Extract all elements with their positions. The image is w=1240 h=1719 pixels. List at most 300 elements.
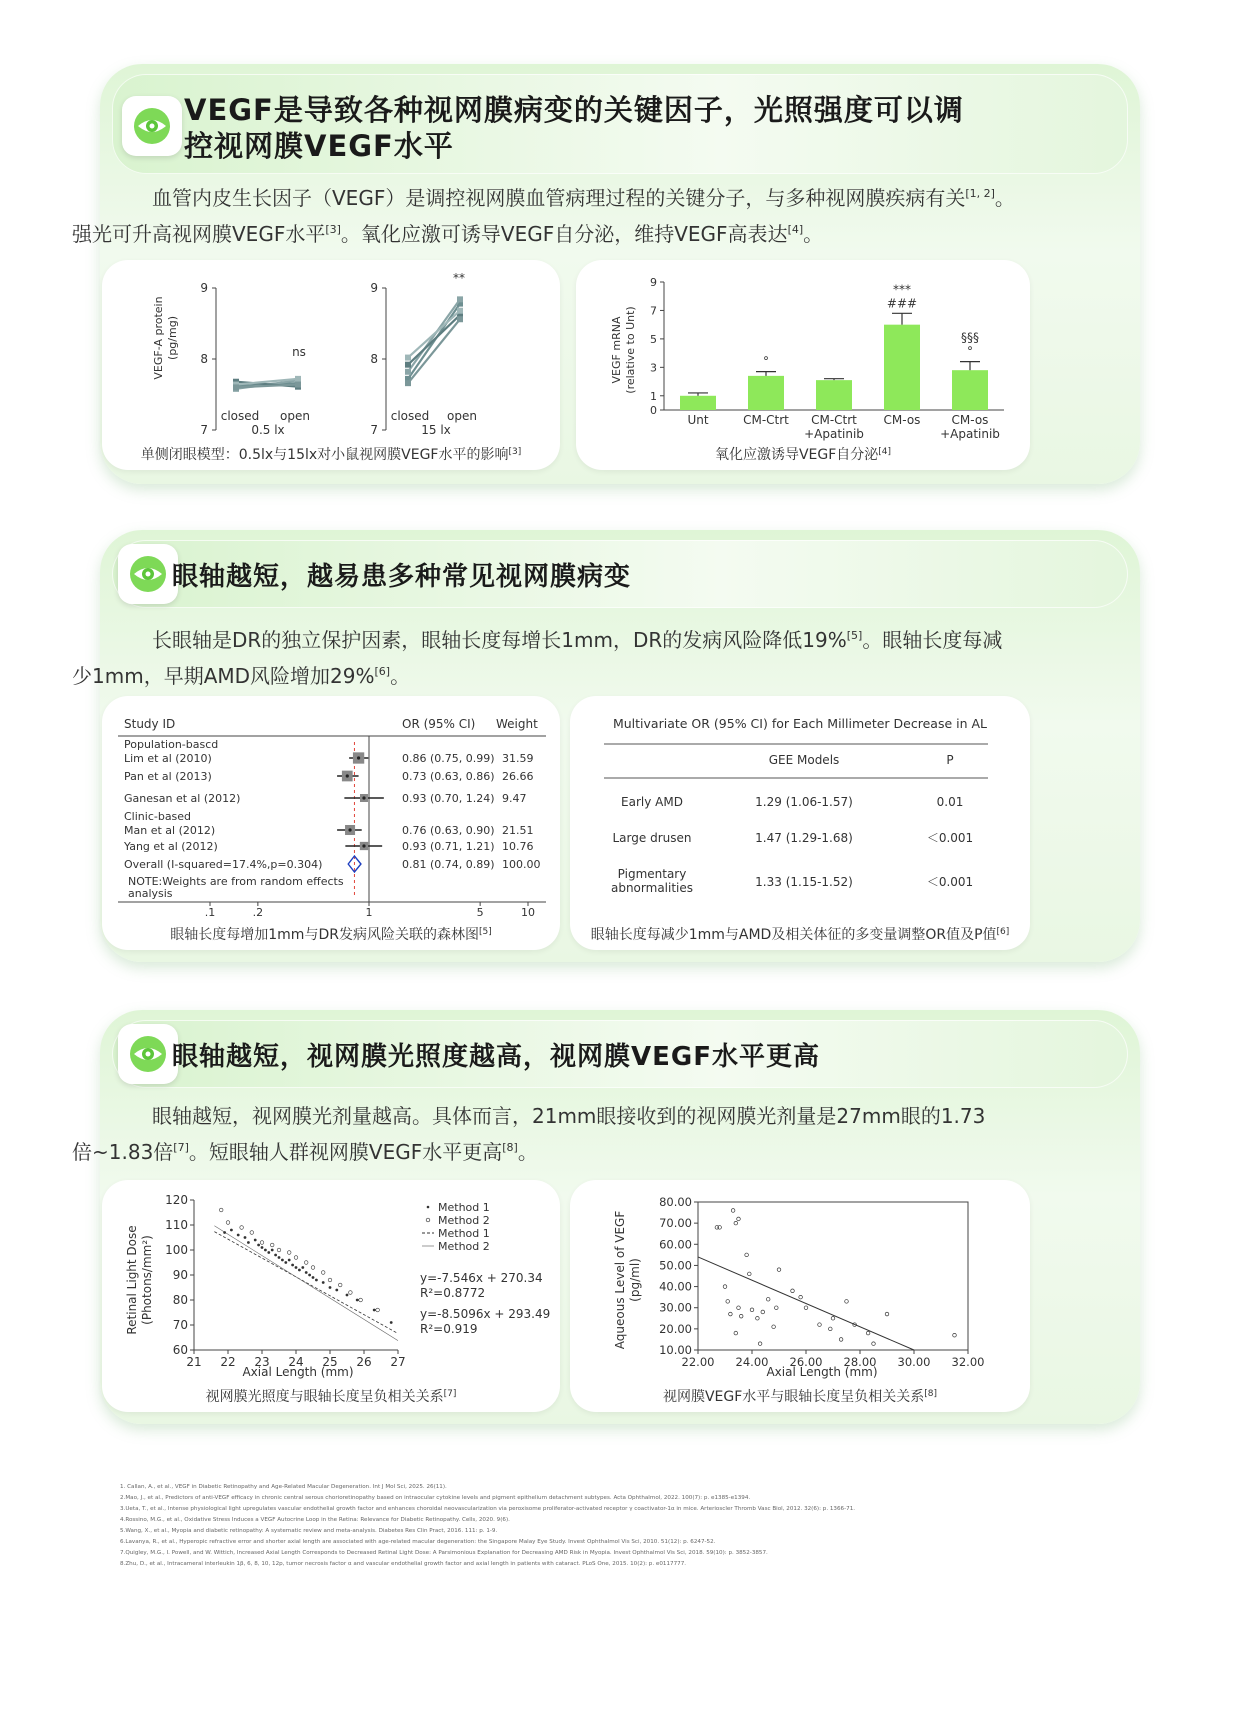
para-text: 少1mm，早期AMD风险增加29%: [72, 664, 375, 688]
data-point: [726, 1300, 730, 1304]
legend-marker: [426, 1218, 430, 1222]
legend-label: Method 1: [438, 1227, 490, 1240]
para-text: 。眼轴长度每减: [862, 628, 1003, 652]
col-study-header: Study ID: [124, 717, 176, 731]
significance-mark: °: [967, 344, 973, 359]
data-point: [829, 1327, 833, 1331]
col-p-header: P: [946, 753, 954, 767]
data-point-method1: [308, 1274, 311, 1277]
reference-item: 7.Quigley, M.G., I. Powell, and W. Wittich, Increased Axial Length Corresponds to Decreased Retinal Light Dose: A Parsimonious Explanation for Decreasing AMD Risk in Myopia. Invest Ophthalmol Vis Sci, 2018. 59(10): p. 3852-3857.: [120, 1550, 768, 1556]
para-text: 。: [803, 222, 824, 246]
reference-item: 6.Lavanya, R., et al., Hyperopic refractive error and shorter axial length are associated with age-related macular degeneration: the Singapore Malay Eye Study. Invest Ophthalmol Vis Sci, 2010. 51(12): p. 6247-52.: [120, 1539, 716, 1545]
y-tick-label: 8: [200, 352, 208, 366]
x-tick-label: 22: [220, 1355, 236, 1369]
data-point-method1: [322, 1281, 325, 1284]
row-or: 1.33 (1.15-1.52): [755, 875, 853, 889]
row-label: Pigmentary: [617, 867, 687, 881]
amd-or-table-card: [570, 696, 1030, 950]
y-axis-label: Aqueous Level of VEGF: [613, 1210, 627, 1350]
y-axis-label-unit: (relative to Unt): [624, 306, 637, 394]
y-tick-label: 7: [200, 423, 208, 437]
x-label-open: open: [280, 409, 310, 423]
para-text: 长眼轴是DR的独立保护因素，眼轴长度每增长1mm，DR的发病风险降低19%: [152, 628, 847, 652]
note: NOTE:Weights are from random effects: [128, 875, 344, 888]
para-text: 。氧化应激可诱导VEGF自分泌，维持VEGF高表达: [340, 222, 788, 246]
protein-point: [457, 296, 463, 302]
data-point-method1: [295, 1266, 298, 1269]
data-point-method2: [287, 1251, 291, 1255]
y-tick-label: 9: [200, 281, 208, 295]
point-estimate: [357, 756, 360, 759]
y-tick-label: 7: [650, 304, 657, 318]
citation: [6]: [996, 927, 1010, 937]
caption-text: 单侧闭眼模型：0.5lx与15lx对小鼠视网膜VEGF水平的影响: [140, 447, 509, 463]
chart-caption: [570, 1386, 1030, 1406]
x-tick-label: 21: [186, 1355, 202, 1369]
data-point: [737, 1306, 741, 1310]
chart-caption: [576, 444, 1030, 464]
y-tick-label: 3: [650, 361, 657, 375]
x-tick-label: CM-os: [883, 413, 921, 427]
data-point: [872, 1342, 876, 1346]
significance-mark: °: [763, 354, 769, 369]
mrna-bars: [650, 276, 1004, 441]
y-tick-label: 80: [172, 1293, 188, 1307]
y-tick-label: 10.00: [659, 1343, 692, 1357]
para-text: 血管内皮生长因子（VEGF）是调控视网膜血管病理过程的关键分子，与多种视网膜疾病有关: [152, 186, 966, 210]
data-point-method2: [240, 1226, 244, 1230]
data-point: [734, 1221, 738, 1225]
vegf-protein-chart-card: [102, 260, 560, 470]
x-tick-label: +Apatinib: [940, 427, 1000, 441]
x-tick-label: 32.00: [951, 1355, 985, 1369]
y-tick-label: 70.00: [659, 1216, 692, 1231]
data-point-method2: [311, 1266, 315, 1270]
y-tick-label: 110: [165, 1218, 188, 1232]
x-axis-label: Axial Length (mm): [766, 1365, 878, 1379]
citation: [6]: [374, 665, 391, 678]
section3-panel: [72, 1010, 1140, 1424]
legend-label: Method 1: [438, 1201, 490, 1214]
fit-line-method1: [214, 1232, 398, 1334]
x-tick-label: CM-Ctrt: [811, 413, 857, 427]
data-point: [839, 1338, 843, 1342]
chart-caption: [102, 1386, 560, 1406]
data-point-method2: [277, 1248, 281, 1252]
citation: [3]: [325, 223, 341, 236]
para-text: 。: [994, 186, 1015, 210]
row-p: ＜0.001: [926, 875, 974, 889]
x-tick-label: .2: [252, 906, 264, 919]
data-point-method1: [230, 1229, 233, 1232]
chart-caption: [102, 924, 560, 944]
point-estimate: [346, 774, 349, 777]
x-tick-label: 28.00: [843, 1355, 877, 1369]
y-tick-label: 5: [650, 332, 657, 346]
data-point: [758, 1342, 762, 1346]
data-point: [731, 1209, 735, 1213]
para-text: 强光可升高视网膜VEGF水平: [72, 222, 326, 246]
y-axis-label: VEGF mRNA: [610, 316, 623, 384]
fit-line: [698, 1257, 914, 1350]
significance-mark: ***: [893, 282, 911, 297]
para-text: 。: [390, 664, 411, 688]
citation: [8]: [924, 1389, 938, 1399]
study-label: Man et al (2012): [124, 824, 216, 837]
y-tick-label: 9: [370, 281, 378, 295]
data-point: [748, 1272, 752, 1276]
caption-text: 视网膜VEGF水平与眼轴长度呈负相关关系: [662, 1389, 925, 1405]
data-point-method1: [335, 1289, 338, 1292]
data-point-method1: [315, 1279, 318, 1282]
study-label: Yang et al (2012): [124, 840, 218, 853]
data-point-method2: [321, 1271, 325, 1275]
x-tick-label: 25: [322, 1355, 338, 1369]
x-tick-label: 22.00: [681, 1355, 715, 1369]
y-tick-label: 90: [172, 1268, 188, 1282]
mrna-bar: [748, 376, 784, 410]
significance-mark: §§§: [961, 330, 979, 345]
study-weight: 31.59: [502, 752, 534, 765]
forest-rows: [123, 736, 535, 919]
data-point-method2: [359, 1298, 363, 1302]
data-point: [723, 1285, 727, 1289]
fit-equation: y=-7.546x + 270.34: [420, 1271, 543, 1285]
y-axis-label: Retinal Light Dose: [125, 1225, 139, 1335]
x-tick-label: 26.00: [789, 1355, 823, 1369]
data-point: [766, 1297, 770, 1301]
study-label: Pan et al (2013): [124, 770, 212, 783]
data-point-method2: [226, 1221, 230, 1225]
protein-point: [457, 316, 463, 322]
study-label: Ganesan et al (2012): [124, 792, 241, 805]
data-point: [718, 1226, 722, 1230]
col-weight-header: Weight: [496, 717, 538, 731]
y-tick-label: 9: [650, 276, 657, 289]
group-label: Clinic-based: [124, 810, 192, 823]
data-point: [772, 1325, 776, 1329]
forest-plot: [102, 696, 560, 950]
data-point-method1: [291, 1264, 294, 1267]
data-point: [953, 1333, 957, 1337]
data-point-method1: [223, 1231, 226, 1234]
citation: [7]: [443, 1389, 457, 1399]
section3-paragraph: [72, 1100, 1132, 1168]
y-tick-label: 20.00: [659, 1321, 692, 1336]
data-point-method2: [304, 1261, 308, 1265]
study-or: 0.86 (0.75, 0.99): [402, 752, 495, 765]
study-label: Lim et al (2010): [124, 752, 212, 765]
protein-point: [457, 308, 463, 314]
panel-15lx: [370, 271, 477, 437]
y-tick-label: 100: [165, 1243, 188, 1257]
x-tick-label: 24: [288, 1355, 304, 1369]
section2-paragraph: [72, 620, 1132, 692]
data-point: [745, 1253, 749, 1257]
protein-point: [405, 369, 411, 375]
chart-caption: [570, 924, 1030, 944]
eye-icon-badge: [118, 544, 178, 604]
vegf-mrna-chart-card: [576, 260, 1030, 470]
legend-label: Method 2: [438, 1240, 490, 1253]
y-axis-label-unit: (pg/ml): [628, 1258, 642, 1302]
section1-title-line1: VEGF是导致各种视网膜病变的关键因子，光照强度可以调: [184, 93, 964, 127]
reference-item: 4.Rossino, M.G., et al., Oxidative Stress Induces a VEGF Autocrine Loop in the Retina: Relevance for Diabetic Retinopathy. Cells, 2020. 9(6).: [120, 1517, 510, 1523]
x-tick-label: +Apatinib: [804, 427, 864, 441]
data-point-method1: [329, 1286, 332, 1289]
reference-item: 3.Ueta, T., et al., Intense physiological light upregulates vascular endothelial growth factor and enhances choroidal neovascularization via peroxisome proliferator-activated receptor γ coactivator-1α in mice. Arterioscler Thromb Vasc Biol, 2012. 32(6): p. 1366-71.: [120, 1506, 856, 1512]
data-point-method1: [237, 1234, 240, 1237]
row-p: 0.01: [936, 795, 964, 809]
legend: [422, 1201, 490, 1253]
fit-line-method2: [214, 1226, 398, 1341]
data-point: [775, 1306, 779, 1310]
reference-item: 8.Zhu, D., et al., Intracameral interleukin 1β, 6, 8, 10, 12p, tumor necrosis factor α and vascular endothelial growth factor and axial length in patients with cataract. PLoS One, 2015. 10(2): p. e0117777.: [120, 1561, 687, 1567]
data-point-method1: [244, 1236, 247, 1239]
data-point-method1: [346, 1294, 349, 1297]
caption-text: 氧化应激诱导VEGF自分泌: [714, 447, 879, 463]
fit-equation: y=-8.5096x + 293.49: [420, 1307, 551, 1321]
para-text: 。: [517, 1140, 538, 1164]
para-text: 眼轴越短，视网膜光剂量越高。具体而言，21mm眼接收到的视网膜光剂量是27mm眼的1.73: [152, 1104, 986, 1128]
data-point-method1: [274, 1254, 277, 1257]
citation: [5]: [478, 927, 492, 937]
eye-icon: [128, 554, 168, 594]
data-point-method2: [376, 1308, 380, 1312]
study-or: 0.93 (0.71, 1.21): [402, 840, 495, 853]
point-estimate: [362, 844, 365, 847]
eye-icon-badge: [122, 96, 182, 156]
data-point-method1: [284, 1261, 287, 1264]
panel-0.5lx: [200, 281, 310, 437]
references: [120, 1482, 1200, 1570]
protein-series-line: [408, 315, 460, 365]
section1-paragraph: [72, 178, 1132, 250]
data-point-method1: [356, 1299, 359, 1302]
x-tick-label: .1: [204, 906, 216, 919]
significance-label: ns: [292, 345, 306, 359]
col-or-header: OR (95% CI): [402, 717, 476, 731]
protein-point: [295, 382, 301, 388]
section2-title: 眼轴越短，越易患多种常见视网膜病变: [172, 562, 632, 592]
light-dose-points: [165, 1193, 406, 1369]
y-tick-label: 60: [172, 1343, 188, 1357]
x-tick-label: Unt: [687, 413, 709, 427]
y-axis-title: [152, 296, 179, 379]
data-point-method2: [349, 1291, 353, 1295]
chart-caption: [102, 444, 560, 464]
data-point-method1: [390, 1321, 393, 1324]
data-point-method2: [250, 1231, 254, 1235]
vegf-protein-chart: [102, 260, 560, 470]
y-tick-label: 7: [370, 423, 378, 437]
row-p: ＜0.001: [926, 831, 974, 845]
eye-icon: [128, 1034, 168, 1074]
data-point: [739, 1314, 743, 1318]
citation: [4]: [878, 447, 892, 457]
reference-item: 1. Callan, A., et al., VEGF in Diabetic Retinopathy and Age-Related Macular Degeneration. Int J Mol Sci, 2025. 26(11).: [120, 1484, 447, 1490]
data-point-method2: [328, 1278, 332, 1282]
para-text: 倍~1.83倍: [72, 1140, 174, 1164]
eye-icon: [132, 106, 172, 146]
data-point-method1: [247, 1241, 250, 1244]
data-point: [761, 1310, 765, 1314]
y-tick-label: 80.00: [659, 1195, 692, 1209]
data-point: [885, 1312, 889, 1316]
data-point-method1: [278, 1256, 281, 1259]
row-or: 1.29 (1.06-1.57): [755, 795, 853, 809]
point-estimate: [348, 828, 351, 831]
protein-point: [295, 376, 301, 382]
data-point: [777, 1268, 781, 1272]
mrna-bar: [952, 370, 988, 410]
mrna-bar: [680, 396, 716, 410]
x-label-closed: closed: [390, 409, 430, 423]
data-point: [756, 1316, 760, 1320]
reference-item: 5.Wang, X., et al., Myopia and diabetic retinopathy: A systematic review and meta-analysis. Diabetes Res Clin Pract, 2016. 111: p. 1-9.: [120, 1528, 498, 1534]
y-tick-label: 70: [172, 1318, 188, 1332]
section1-title-line2: 控视网膜VEGF水平: [184, 129, 454, 163]
data-point-method1: [267, 1251, 270, 1254]
y-tick-label: 30.00: [659, 1300, 692, 1315]
para-text: 。短眼轴人群视网膜VEGF水平更高: [188, 1140, 503, 1164]
y-tick-label: 40.00: [659, 1279, 692, 1294]
data-point: [799, 1295, 803, 1299]
protein-point: [405, 355, 411, 361]
section3-title: 眼轴越短，视网膜光照度越高，视网膜VEGF水平更高: [172, 1042, 820, 1072]
mrna-bar: [816, 380, 852, 410]
protein-lines: [405, 296, 463, 386]
study-weight: 9.47: [502, 792, 527, 805]
legend-marker: [427, 1206, 430, 1209]
protein-point: [405, 362, 411, 368]
vegf-points: [659, 1195, 984, 1369]
data-point-method1: [281, 1259, 284, 1262]
overall-or: 0.81 (0.74, 0.89): [402, 858, 495, 871]
section1-panel: [72, 64, 1140, 484]
data-point-method1: [254, 1239, 257, 1242]
data-point: [818, 1323, 822, 1327]
mrna-bar: [884, 325, 920, 410]
protein-point: [233, 384, 239, 390]
data-point-method1: [312, 1276, 315, 1279]
data-point-method1: [257, 1244, 260, 1247]
forest-plot-card: [102, 696, 560, 950]
study-weight: 10.76: [502, 840, 534, 853]
panel-label: 0.5 lx: [251, 423, 285, 437]
data-point: [845, 1300, 849, 1304]
table-title: Multivariate OR (95% CI) for Each Millimeter Decrease in AL: [612, 716, 988, 731]
row-label: Large drusen: [612, 831, 692, 845]
data-point-method2: [294, 1256, 298, 1260]
x-label-open: open: [447, 409, 477, 423]
data-point-method2: [219, 1208, 223, 1212]
x-tick-label: CM-os: [951, 413, 989, 427]
x-tick-label: 24.00: [735, 1355, 769, 1369]
x-tick-label: 30.00: [897, 1355, 931, 1369]
x-tick-label: 10: [521, 906, 535, 919]
data-point-method1: [373, 1309, 376, 1312]
data-point: [831, 1316, 835, 1320]
x-tick-label: 27: [390, 1355, 406, 1369]
study-or: 0.73 (0.63, 0.86): [402, 770, 495, 783]
citation: [4]: [787, 223, 804, 236]
data-point-method2: [260, 1241, 264, 1245]
protein-lines: [233, 376, 301, 392]
citation: [7]: [173, 1141, 189, 1154]
x-label-closed: closed: [220, 409, 260, 423]
amd-or-table: [570, 696, 1030, 950]
eye-icon-badge: [118, 1024, 178, 1084]
data-point: [804, 1306, 808, 1310]
group-label: Population-bascd: [124, 738, 219, 751]
data-point-method1: [264, 1249, 267, 1252]
legend-label: Method 2: [438, 1214, 490, 1227]
data-point-method1: [298, 1269, 301, 1272]
vegf-axial-scatter: [570, 1180, 1030, 1412]
x-tick-label: 5: [476, 906, 484, 919]
data-point: [737, 1217, 741, 1221]
data-point: [750, 1308, 754, 1312]
row-label-line2: abnormalities: [610, 881, 694, 895]
y-tick-label: 0: [650, 404, 657, 417]
section2-panel: [72, 530, 1140, 962]
citation: [1, 2]: [965, 187, 995, 200]
light-dose-scatter: [102, 1180, 560, 1412]
reference-item: 2.Mao, J., et al., Predictors of anti-VEGF efficacy in chronic central serous chorioretinopathy based on intraocular cytokine levels and pigment epithelium detachment subtypes. Acta Ophthalmol, 2022. 100(7): p. e1385-e1394.: [120, 1495, 751, 1501]
data-point: [791, 1289, 795, 1293]
protein-point: [405, 380, 411, 386]
y-tick-label: 8: [370, 352, 378, 366]
data-point-method1: [305, 1271, 308, 1274]
overall-weight: 100.00: [502, 858, 541, 871]
study-weight: 21.51: [502, 824, 534, 837]
citation: [3]: [508, 447, 522, 457]
data-point-method2: [270, 1243, 274, 1247]
data-point: [729, 1312, 733, 1316]
fit-r-squared: R²=0.919: [420, 1322, 478, 1336]
vegf-mrna-bar-chart: [576, 260, 1030, 470]
x-tick-label: CM-Ctrt: [743, 413, 789, 427]
data-point-method1: [261, 1246, 264, 1249]
caption-text: 眼轴长度每增加1mm与DR发病风险关联的森林图: [170, 927, 479, 943]
significance-mark: ###: [886, 296, 918, 311]
data-point-method1: [271, 1249, 274, 1252]
overall-label: Overall (I-squared=17.4%,p=0.304): [124, 858, 323, 871]
y-tick-label: 1: [650, 389, 657, 403]
citation: [8]: [502, 1141, 518, 1154]
plot-frame: [698, 1202, 968, 1350]
point-estimate: [362, 796, 365, 799]
study-weight: 26.66: [502, 770, 534, 783]
vegf-axial-scatter-card: [570, 1180, 1030, 1412]
row-label: Early AMD: [621, 795, 683, 809]
data-point: [734, 1331, 738, 1335]
data-point-method1: [288, 1259, 291, 1262]
light-dose-scatter-card: [102, 1180, 560, 1412]
study-or: 0.76 (0.63, 0.90): [402, 824, 495, 837]
col-model-header: GEE Models: [768, 753, 840, 767]
data-point-method2: [338, 1283, 342, 1287]
y-axis-label-unit: (pg/mg): [166, 316, 179, 360]
y-axis-label: VEGF-A protein: [152, 296, 165, 380]
x-tick-label: 26: [356, 1355, 372, 1369]
y-axis-label-unit: (Photons/mm²): [140, 1235, 154, 1325]
data-point-method1: [301, 1266, 304, 1269]
significance-label: **: [453, 271, 465, 285]
note: analysis: [128, 887, 173, 900]
y-tick-label: 60.00: [659, 1237, 692, 1252]
